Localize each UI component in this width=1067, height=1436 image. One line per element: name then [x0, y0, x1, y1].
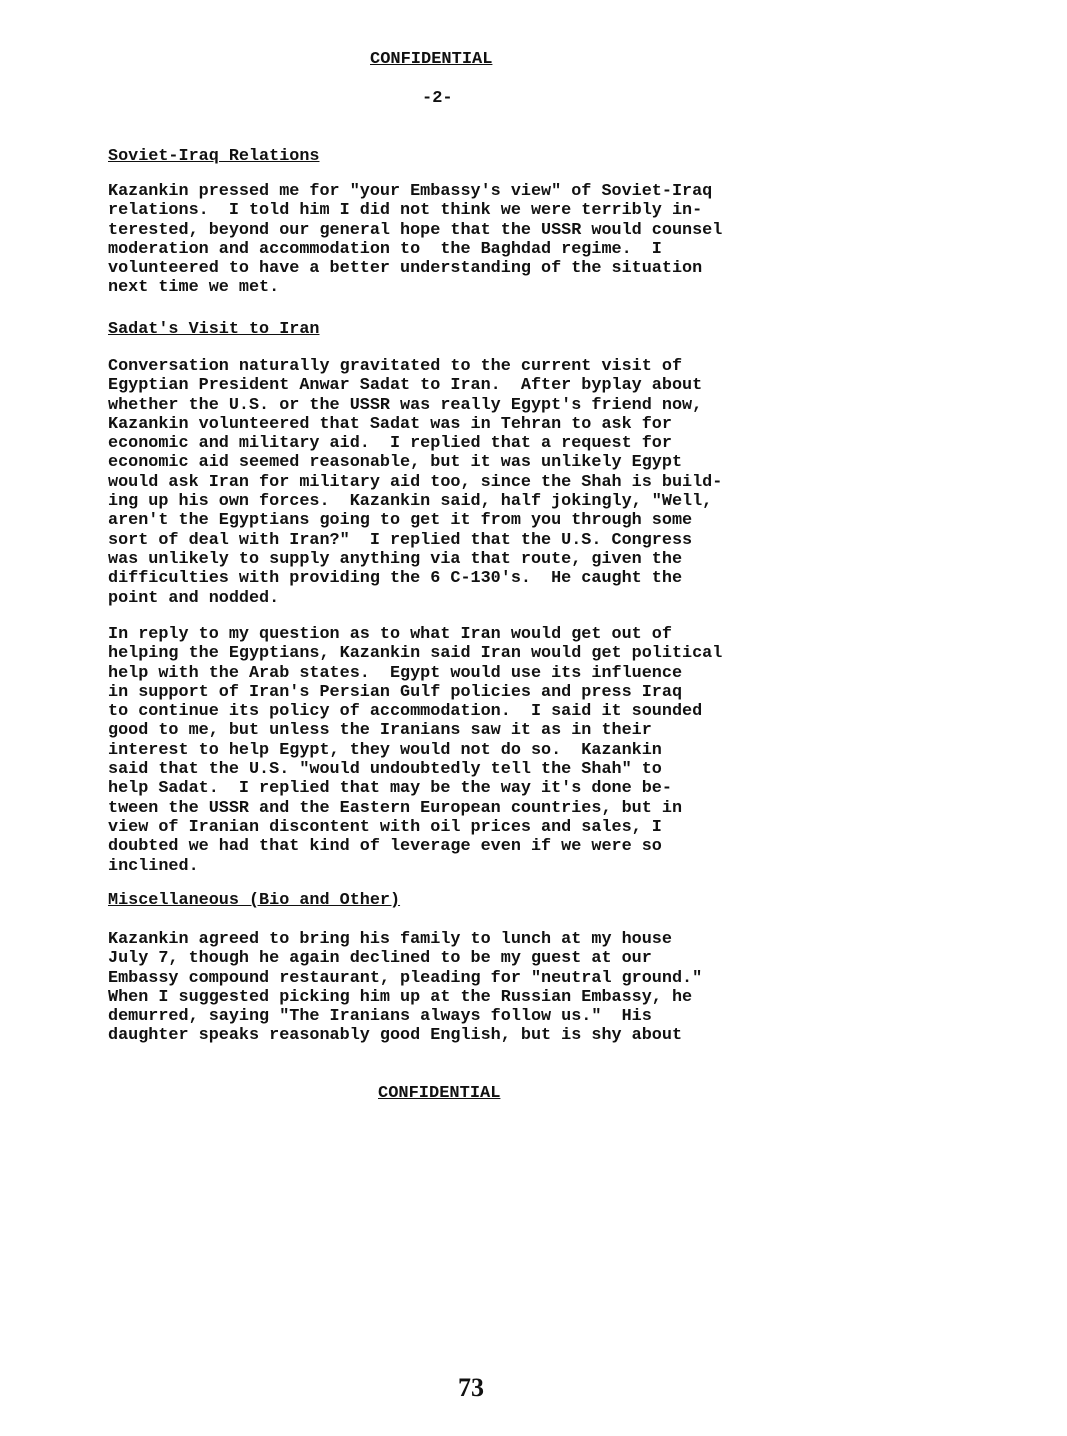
page-number-header: -2-	[422, 89, 453, 108]
paragraph-miscellaneous: Kazankin agreed to bring his family to lunch at my house July 7, though he again declined to be my guest at our Embassy compound restaurant, pleading for "neutral ground." When I suggested picking him up at the Russian Embassy, he demurred, saying "The Iranians always follow us." His daughter speaks reasonably good English, but is shy about	[108, 930, 703, 1046]
section-heading-sadat-visit: Sadat's Visit to Iran	[108, 320, 320, 339]
classification-header: CONFIDENTIAL	[370, 50, 493, 69]
page-number-footer: 73	[458, 1373, 484, 1402]
section-heading-soviet-iraq: Soviet-Iraq Relations	[108, 147, 320, 166]
paragraph-sadat-visit-1: Conversation naturally gravitated to the current visit of Egyptian President Anwar Sadat to Iran. After byplay about whether the U.S. or the USSR was really Egypt's friend now, Kazankin volunteered that Sadat was in Tehran to ask for economic and military aid. I replied that a request for economic aid seemed reasonable, but it was unlikely Egypt would ask Iran for military aid too, since the Shah is build- ing up his own forces. Kazankin said, half jokingly, "Well, aren't the Egyptians going to get it from you through some sort of deal with Iran?" I replied that the U.S. Congress was unlikely to supply anything via that route, given the difficulties with providing the 6 C-130's. He caught the point and nodded.	[108, 357, 723, 608]
section-heading-miscellaneous: Miscellaneous (Bio and Other)	[108, 891, 401, 910]
paragraph-soviet-iraq: Kazankin pressed me for "your Embassy's view" of Soviet-Iraq relations. I told him I did not think we were terribly in- terested, beyond our general hope that the USSR would counsel moderation and accommodation to the Baghdad regime. I volunteered to have a better understanding of the situation next time we met.	[108, 182, 723, 298]
paragraph-sadat-visit-2: In reply to my question as to what Iran would get out of helping the Egyptians, Kazankin said Iran would get political help with the Arab states. Egypt would use its influence in support of Iran's Persian Gulf policies and press Iraq to continue its policy of accommodation. I said it sounded good to me, but unless the Iranians saw it as in their interest to help Egypt, they would not do so. Kazankin said that the U.S. "would undoubtedly tell the Shah" to help Sadat. I replied that may be the way it's done be- tween the USSR and the Eastern European countries, but in view of Iranian discontent with oil prices and sales, I doubted we had that kind of leverage even if we were so inclined.	[108, 625, 723, 876]
classification-footer: CONFIDENTIAL	[378, 1084, 501, 1103]
